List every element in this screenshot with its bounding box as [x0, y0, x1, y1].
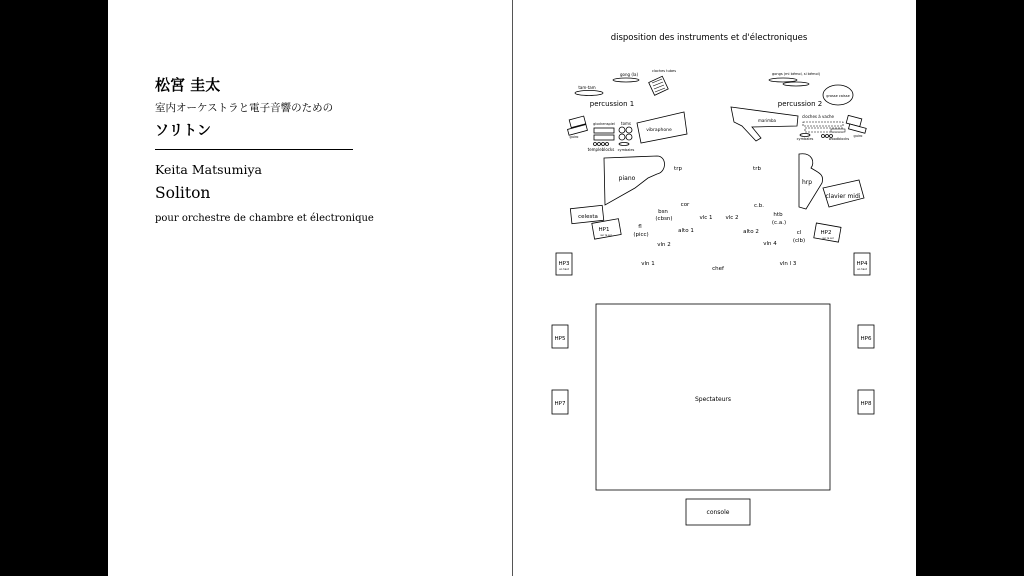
celesta-label: celesta: [578, 214, 598, 220]
work-title-japanese: ソリトン: [155, 123, 211, 139]
clb-label: (clb): [792, 238, 806, 244]
title-page: [108, 0, 512, 576]
plan-heading: disposition des instruments et d'électroniques: [610, 33, 808, 43]
alto2-label: alto 2: [743, 229, 759, 235]
hp1-note: sur le sol: [600, 234, 612, 237]
hp4-label: HP4: [856, 261, 868, 267]
cbsn-label: (cbsn): [655, 216, 673, 222]
chef-label: chef: [712, 266, 724, 272]
vln1-label: vln 1: [641, 261, 655, 267]
percussion-1-group: [568, 69, 687, 152]
speaker-hp6: [858, 325, 874, 348]
harp-label: hrp: [801, 179, 813, 186]
gongs-2-label: gongs (mi bémol, si bémol): [772, 72, 820, 76]
hp2-note: sur le sol: [822, 237, 834, 240]
speaker-hp3: [556, 253, 572, 275]
marimba-shape: [731, 107, 798, 141]
cl-label: cl: [796, 230, 802, 236]
composer-name-latin: Keita Matsumiya: [155, 162, 262, 177]
percussion-2-label: percussion 2: [777, 100, 823, 108]
toms-shape: [619, 127, 632, 140]
guiro-2-shape: [846, 115, 866, 133]
cymbals-2-shape: [800, 134, 810, 137]
cymbals-1-shape: [619, 143, 629, 146]
tam-tam-shape: [575, 91, 603, 96]
marimba-label: marimba: [758, 118, 776, 123]
cymbales-1-label: cymbales: [617, 148, 635, 152]
stage-plan-diagram: [513, 0, 916, 576]
hp8-label: HP8: [860, 401, 872, 407]
gong-shape: [613, 78, 639, 82]
bsn-label: bsn: [658, 209, 668, 215]
hp1-label: HP1: [598, 227, 610, 233]
trp-label: trp: [674, 166, 682, 172]
cowbells-crotales-shape: [803, 122, 845, 132]
hp5-label: HP5: [554, 336, 566, 342]
speaker-hp1: [592, 219, 621, 239]
cor-label: cor: [680, 202, 690, 208]
speaker-hp4: [854, 253, 870, 275]
vln4-label: vln 4: [763, 241, 777, 247]
console-label: console: [706, 509, 730, 516]
tam-tam-label: tam-tam: [578, 85, 596, 90]
vln2-label: vln 2: [657, 242, 671, 248]
subtitle-japanese: 室内オーケストラと電子音響のための: [155, 102, 334, 114]
hp2-label: HP2: [820, 230, 832, 236]
grosse-caisse-label: grosse caisse: [826, 94, 850, 98]
guiro-2-label: guiro: [853, 134, 863, 138]
cloches-label: cloches tubes: [651, 69, 677, 73]
stage-plan-page: [513, 0, 916, 576]
cymbales-2-label: cymbales: [796, 137, 814, 141]
cb-label: c.b.: [753, 203, 765, 209]
vln3-label: vln l 3: [779, 261, 797, 267]
fl-label: fl: [638, 224, 642, 230]
vibraphone-label: vibraphone: [646, 128, 672, 133]
vlc1-label: vlc 1: [699, 215, 713, 221]
composer-name-japanese: 松宮 圭太: [155, 76, 221, 94]
speaker-hp8: [858, 390, 874, 414]
hp4-note: en haut: [857, 268, 867, 271]
tubular-bells-shape: [649, 76, 669, 95]
temple-blocks-shape: [594, 143, 609, 146]
vlc2-label: vlc 2: [725, 215, 739, 221]
picc-label: (picc): [633, 232, 649, 238]
woodblocks-label: woodblocks: [828, 137, 850, 141]
hp7-label: HP7: [554, 401, 566, 407]
clavier-midi-label: clavier midi: [825, 193, 861, 200]
temple-blocks-label: templeblocks: [587, 147, 615, 152]
audience-label: Spectateurs: [694, 396, 732, 403]
work-title-latin: Soliton: [155, 184, 211, 202]
guiro-1-shape: [568, 116, 588, 135]
glockenspiel-shape: [594, 128, 614, 140]
gong-2a-shape: [769, 78, 797, 82]
speaker-hp2: [814, 223, 841, 242]
cloches-vache-label: cloches à vache: [801, 114, 835, 119]
percussion-1-label: percussion 1: [589, 100, 635, 108]
alto1-label: alto 1: [678, 228, 694, 234]
htb-label: htb: [773, 212, 783, 218]
hp6-label: HP6: [860, 336, 872, 342]
gong-2b-shape: [783, 82, 809, 86]
toms-label: toms: [621, 121, 631, 126]
speaker-hp7: [552, 390, 568, 414]
gong-label: gong (la): [619, 72, 639, 77]
piano-label: piano: [618, 175, 636, 182]
percussion-2-group: [731, 72, 866, 141]
hp3-label: HP3: [558, 261, 570, 267]
glockenspiel-label: glockenspiel: [593, 122, 615, 126]
title-divider: [155, 149, 353, 150]
guiro-1-label: guiro: [569, 135, 579, 139]
hp3-note: en haut: [559, 268, 569, 271]
speaker-hp5: [552, 325, 568, 348]
subtitle-french: pour orchestre de chambre et électronique: [155, 213, 374, 224]
ca-label: (c.a.): [771, 220, 787, 226]
trb-label: trb: [753, 166, 761, 172]
